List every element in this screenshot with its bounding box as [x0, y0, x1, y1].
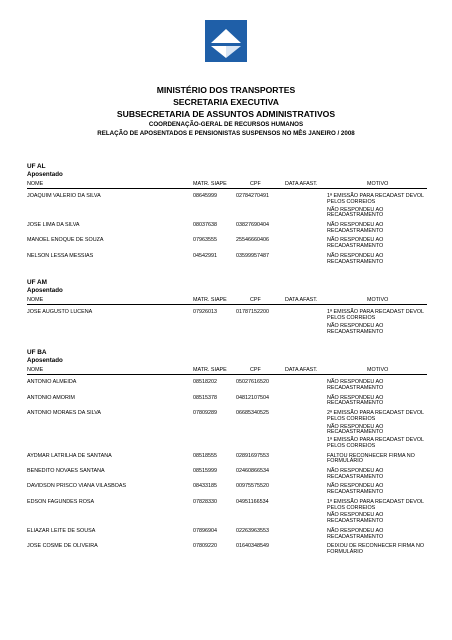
column-header-motivo: MOTIVO	[367, 297, 389, 304]
motivo-text: NÃO RESPONDEU AO RECADASTRAMENTO	[327, 237, 384, 250]
cell-motivo	[327, 396, 437, 407]
cell-cpf: 06685340525	[236, 410, 269, 417]
column-header-data: DATA AFAST.	[285, 297, 318, 304]
table-row	[27, 484, 427, 495]
subsecretariat-title: SUBSECRETARIA DE ASSUNTOS ADMINISTRATIVOS	[116, 109, 336, 119]
cell-cpf: 02891697553	[236, 452, 269, 459]
column-header-data: DATA AFAST.	[285, 181, 318, 187]
cell-nome: JOAQUIM VALERIO DA SILVA	[27, 193, 101, 199]
motivo-text: NÃO RESPONDEU AO RECADASTRAMENTO	[327, 252, 384, 265]
cell-cpf: 03599957487	[236, 252, 269, 259]
motivo-text: 1ª EMISSÃO PARA RECADAST DEVOL PELOS CORREIOS	[327, 498, 424, 511]
table-header	[27, 180, 427, 189]
cell-motivo	[327, 469, 437, 480]
table-row	[27, 223, 427, 234]
cell-nome: JOSE COSME DE OLIVEIRA	[27, 543, 98, 550]
cell-cpf: 01640348549	[236, 543, 269, 550]
cell-matr: 08037638	[193, 222, 217, 228]
cell-matr: 07896904	[193, 527, 217, 534]
cell-nome: JOSE AUGUSTO LUCENA	[27, 309, 93, 316]
cell-motivo	[327, 411, 437, 450]
cell-nome: EDSON FAGUNDES ROSA	[27, 498, 95, 505]
motivo-text: 2ª EMISSÃO PARA RECADAST DEVOL PELOS CORREIOS	[327, 410, 424, 422]
cell-cpf: 05027616520	[236, 379, 269, 386]
cell-nome: JOSE LIMA DA SILVA	[27, 222, 80, 228]
uf-title: UF AM	[27, 279, 47, 287]
column-header-matr: MATR. SIAPE	[193, 367, 227, 374]
motivo-text: NÃO RESPONDEU AO RECADASTRAMENTO	[327, 468, 384, 480]
cell-nome: ANTONIO AMORIM	[27, 394, 75, 401]
motivo-text: NÃO RESPONDEU AO RECADASTRAMENTO	[327, 512, 384, 525]
cell-motivo	[327, 454, 437, 465]
cell-motivo	[327, 380, 437, 391]
ministry-title: MINISTÉRIO DOS TRANSPORTES	[156, 85, 296, 95]
cell-nome: MANOEL ENOQUE DE SOUZA	[27, 237, 104, 244]
cell-matr: 04542991	[193, 252, 217, 259]
motivo-text: 1ª EMISSÃO PARA RECADAST DEVOL PELOS CORREIOS	[327, 309, 424, 321]
cell-nome: DAVIDSON PRISCO VIANA VILASBOAS	[27, 483, 127, 490]
cell-matr: 08518202	[193, 379, 217, 386]
cell-nome: AYDMAR LATRILHA DE SANTANA	[27, 452, 112, 459]
motivo-text: NÃO RESPONDEU AO RECADASTRAMENTO	[327, 379, 384, 391]
coordination-subtitle: COORDENAÇÃO-GERAL DE RECURSOS HUMANOS	[148, 121, 304, 128]
cell-motivo	[327, 310, 437, 335]
motivo-text: NÃO RESPONDEU AO RECADASTRAMENTO	[327, 206, 384, 219]
table-row	[27, 194, 427, 219]
secretariat-title: SECRETARIA EXECUTIVA	[173, 97, 279, 107]
table-row	[27, 254, 427, 265]
cell-nome: NELSON LESSA MESSIAS	[27, 252, 94, 259]
column-header-data: DATA AFAST.	[285, 367, 318, 374]
report-body	[27, 163, 427, 570]
cell-cpf: 02784270491	[236, 193, 269, 199]
motivo-text: NÃO RESPONDEU AO RECADASTRAMENTO	[327, 483, 384, 496]
table-row	[27, 544, 427, 555]
cell-nome: BENEDITO NOVAES SANTANA	[27, 468, 105, 475]
motivo-text: NÃO RESPONDEU AO RECADASTRAMENTO	[327, 423, 384, 436]
category-title: Aposentado	[27, 287, 63, 295]
uf-title: UF BA	[27, 349, 47, 357]
cell-motivo	[327, 484, 437, 495]
table-row	[27, 500, 427, 525]
column-header-cpf: CPF	[250, 297, 261, 304]
cell-matr: 08515378	[193, 394, 217, 401]
motivo-text: FALTOU RECONHECER FIRMA NO FORMULÁRIO	[327, 452, 415, 465]
column-header-nome: NOME	[27, 297, 44, 304]
column-header-nome: NOME	[27, 367, 44, 374]
cell-matr: 08645999	[193, 193, 217, 199]
table-row	[27, 380, 427, 391]
table-row	[27, 454, 427, 465]
table-row	[27, 411, 427, 450]
motivo-text: NÃO RESPONDEU AO RECADASTRAMENTO	[327, 222, 384, 234]
cell-matr: 07809289	[193, 410, 217, 417]
motivo-text: DEIXOU DE RECONHECER FIRMA NO FORMULÁRIO	[327, 543, 425, 555]
cell-matr: 07828330	[193, 498, 217, 505]
cell-motivo	[327, 254, 437, 265]
column-header-motivo: MOTIVO	[367, 367, 389, 374]
cell-matr: 08515999	[193, 468, 217, 475]
cell-cpf: 25546660406	[236, 237, 269, 244]
column-header-cpf: CPF	[250, 181, 261, 187]
table-header	[27, 366, 427, 375]
column-header-motivo: MOTIVO	[367, 181, 389, 187]
cell-motivo	[327, 500, 437, 525]
motivo-text: 1ª EMISSÃO PARA RECADAST DEVOL PELOS CORREIOS	[327, 437, 424, 449]
table-row	[27, 396, 427, 407]
table-header	[27, 296, 427, 305]
motivo-text: NÃO RESPONDEU AO RECADASTRAMENTO	[327, 394, 384, 407]
cell-cpf: 03827690404	[236, 222, 269, 228]
column-header-cpf: CPF	[250, 367, 261, 374]
motivo-text: NÃO RESPONDEU AO RECADASTRAMENTO	[327, 322, 384, 335]
table-row	[27, 310, 427, 335]
uf-section	[27, 279, 427, 335]
category-title: Aposentado	[27, 171, 63, 178]
cell-matr: 07926013	[193, 309, 217, 316]
table-row	[27, 529, 427, 540]
column-header-matr: MATR. SIAPE	[193, 181, 227, 187]
cell-cpf: 02460866534	[236, 468, 269, 475]
table-row	[27, 469, 427, 480]
cell-cpf: 04951166534	[236, 498, 269, 505]
document-header	[0, 84, 452, 138]
cell-motivo	[327, 194, 437, 219]
ministry-logo-icon	[205, 20, 247, 62]
cell-motivo	[327, 544, 437, 555]
cell-matr: 07963555	[193, 237, 217, 244]
uf-title: UF AL	[27, 163, 46, 170]
uf-section	[27, 349, 427, 555]
cell-cpf: 02263963553	[236, 527, 269, 534]
cell-nome: ELIAZAR LEITE DE SOUSA	[27, 527, 96, 534]
cell-cpf: 00975575520	[236, 483, 269, 490]
table-row	[27, 238, 427, 249]
column-header-matr: MATR. SIAPE	[193, 297, 227, 304]
category-title: Aposentado	[27, 357, 63, 365]
column-header-nome: NOME	[27, 181, 44, 187]
cell-motivo	[327, 529, 437, 540]
motivo-text: NÃO RESPONDEU AO RECADASTRAMENTO	[327, 527, 384, 540]
uf-section	[27, 163, 427, 265]
cell-cpf: 04812107504	[236, 394, 269, 401]
cell-matr: 08518555	[193, 452, 217, 459]
cell-nome: ANTONIO ALMEIDA	[27, 379, 77, 386]
cell-nome: ANTONIO MORAES DA SILVA	[27, 410, 101, 417]
cell-motivo	[327, 223, 437, 234]
report-subtitle: RELAÇÃO DE APOSENTADOS E PENSIONISTAS SUSPENSOS NO MÊS JANEIRO / 2008	[97, 130, 355, 137]
motivo-text: 1ª EMISSÃO PARA RECADAST DEVOL PELOS CORREIOS	[327, 193, 424, 205]
cell-cpf: 01787152200	[236, 309, 269, 316]
cell-matr: 07809220	[193, 543, 217, 550]
cell-motivo	[327, 238, 437, 249]
cell-matr: 08433185	[193, 483, 217, 490]
